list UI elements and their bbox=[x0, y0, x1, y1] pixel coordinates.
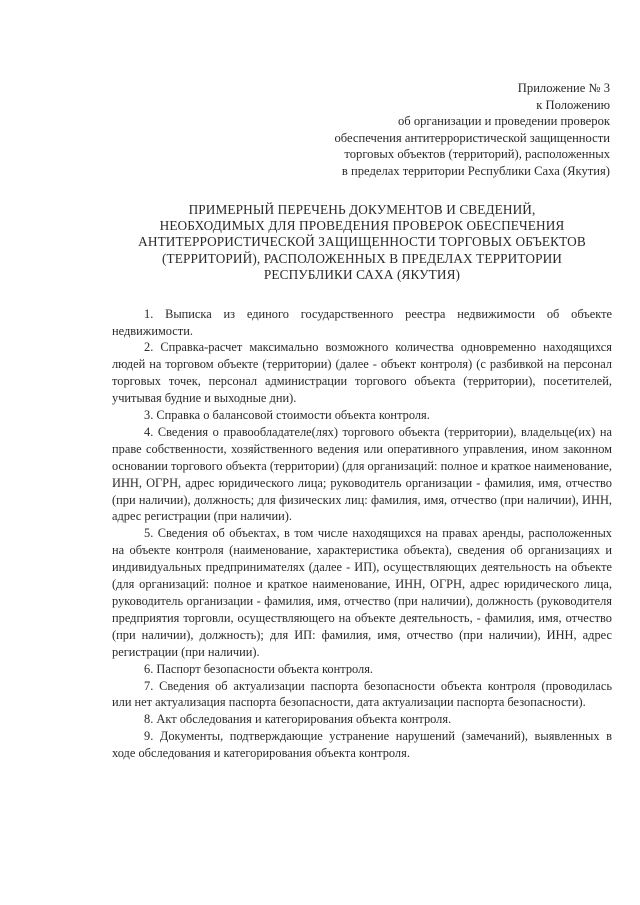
appendix-header bbox=[112, 80, 610, 180]
title-line: РЕСПУБЛИКИ САХА (ЯКУТИЯ) bbox=[263, 267, 461, 283]
list-item: 6. Паспорт безопасности объекта контроля. bbox=[144, 661, 374, 676]
appendix-line: в пределах территории Республики Саха (Якутия) bbox=[341, 163, 610, 178]
appendix-line: об организации и проведении проверок bbox=[397, 114, 610, 129]
list-item: 2. Справка-расчет максимально возможного количества одновременно находящихся людей на торговом объекте (территории) (далее - объект контроля) (с разбивкой на персонал торговых точек, персонал администрации торгового объекта (территории), посетителей, учитывая будние и выходные дни). bbox=[112, 340, 612, 406]
document-body bbox=[112, 306, 612, 762]
title-line: АНТИТЕРРОРИСТИЧЕСКОЙ ЗАЩИЩЕННОСТИ ТОРГОВЫХ ОБЪЕКТОВ bbox=[138, 234, 586, 250]
list-item: 3. Справка о балансовой стоимости объекта контроля. bbox=[144, 408, 430, 423]
list-item: 9. Документы, подтверждающие устранение нарушений (замечаний), выявленных в ходе обследования и категорирования объекта контроля. bbox=[112, 729, 612, 761]
list-item: 5. Сведения об объектах, в том числе находящихся на правах аренды, расположенных на объекте контроля (наименование, характеристика объекта), сведения об организациях и индивидуальных предпринимателях (далее - ИП), осуществляющих деятельность на объекте (для организаций: полное и краткое наименование, ИНН, ОГРН, адрес юридического лица, руководитель организации - фамилия, имя, отчество (при наличии), должность (руководителя предприятия торговли, осуществляющего на объекте деятельность, - фамилия, имя, отчество (при наличии), должность); для ИП: фамилия, имя, отчество (при наличии), ИНН, адрес регистрации (при наличии). bbox=[112, 526, 612, 659]
appendix-line: торговых объектов (территорий), расположенных bbox=[344, 147, 610, 162]
list-item: 8. Акт обследования и категорирования объекта контроля. bbox=[144, 712, 452, 727]
document-title bbox=[112, 202, 612, 284]
title-line: ПРИМЕРНЫЙ ПЕРЕЧЕНЬ ДОКУМЕНТОВ И СВЕДЕНИЙ, bbox=[188, 201, 536, 217]
title-line: НЕОБХОДИМЫХ ДЛЯ ПРОВЕДЕНИЯ ПРОВЕРОК ОБЕСПЕЧЕНИЯ bbox=[159, 217, 565, 233]
title-line: (ТЕРРИТОРИЙ), РАСПОЛОЖЕННЫХ В ПРЕДЕЛАХ ТЕРРИТОРИИ bbox=[162, 250, 562, 266]
list-item: 4. Сведения о правообладателе(лях) торгового объекта (территории), владельце(их) на праве собственности, хозяйственного ведения или оперативного управления, ином законном основании торгового объекта (территории) (для организаций: полное и краткое наименование, ИНН, ОГРН, адрес юридического лица; руководитель организации - фамилия, имя, отчество (при наличии), должность; для физических лиц: фамилия, имя, отчество (при наличии), ИНН, адрес регистрации (при наличии). bbox=[112, 424, 612, 524]
appendix-line: Приложение № 3 bbox=[517, 81, 610, 95]
appendix-line: обеспечения антитеррористической защищенности bbox=[334, 130, 610, 145]
list-item: 7. Сведения об актуализации паспорта безопасности объекта контроля (проводилась или нет актуализация паспорта безопасности, дата актуализации паспорта безопасности). bbox=[112, 678, 612, 710]
appendix-line: к Положению bbox=[536, 97, 610, 112]
list-item: 1. Выписка из единого государственного реестра недвижимости об объекте недвижимости. bbox=[112, 306, 612, 338]
